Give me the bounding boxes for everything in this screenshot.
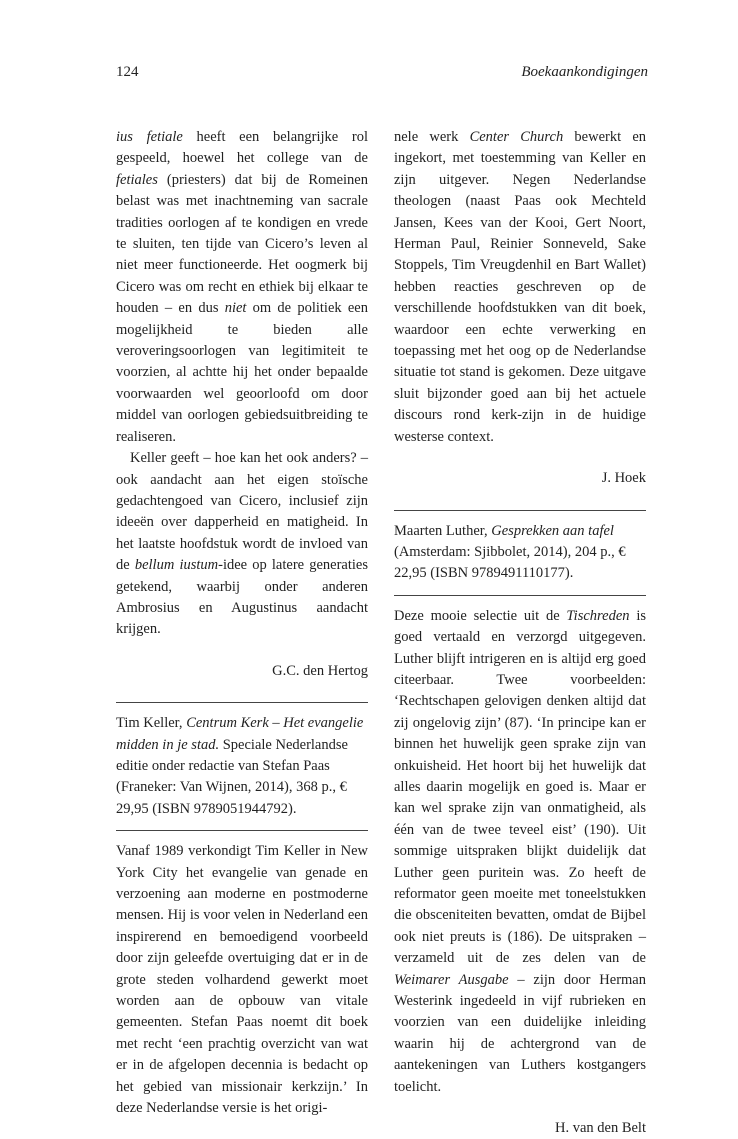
paragraph: Vanaf 1989 verkondigt Tim Keller in New York City het evangelie van genade en verzoening aan moderne en postmoderne mensen. Hij is voor velen in Nederland een inspirerend en bemoedigend voorbeeld door zijn geleefde overtuiging dat er in de grote steden volhardend gewerkt moet worden aan de opbouw van vitale gemeenten. Stefan Paas noemt dit boek met recht ‘een prachtig overzicht van wat er in de afgelopen decennia is bedacht op het gebied van missionair kerkzijn.’ In deze Nederlandse versie is het origi- <box>116 843 368 1117</box>
text-run: Keller geeft – hoe kan het ook anders? – ook aandacht aan het eigen stoïsche gedachtengoed van Cicero, inclusief zijn ideeën over dapperheid en matigheid. In het laatste hoofdstuk wordt de invloed van de <box>116 450 368 574</box>
text-run: -idee op latere generaties getekend, waarbij onder anderen Ambrosius en Augustinus aandacht krijgen. <box>116 557 368 638</box>
text-run: Maarten Luther, <box>394 522 492 539</box>
citation <box>394 521 646 585</box>
reviewer-signature: G.C. den Hertog <box>272 662 368 679</box>
text-run: nele werk <box>394 129 470 145</box>
book-title: Tischreden <box>566 607 630 624</box>
italic-term: fetiales <box>116 171 158 188</box>
page-number: 124 <box>116 64 139 80</box>
left-column <box>116 127 368 1119</box>
divider <box>394 595 646 596</box>
paragraph <box>116 127 368 448</box>
paragraph <box>394 127 646 448</box>
running-head: Boekaankondigingen <box>521 64 648 80</box>
text-run: – zijn door Herman Westerink ingedeeld in vijf rubrieken en voorzien van een duidelijke inleiding waarin hij de achtergrond van de aantekeningen van Luthers kostgangers toelicht. <box>394 971 646 1095</box>
paragraph <box>116 448 368 641</box>
book-title: Weimarer Ausgabe <box>394 971 509 988</box>
text-run: heeft een belangrijke rol gespeeld, hoewel het college van de <box>116 129 368 167</box>
text-run: (priesters) dat bij de Romeinen belast was met inachtneming van sacrale tradities oorlogen af te kondigen en vrede te sluiten, ten tijde van Cicero’s leven al niet meer functioneerde. Het oogmerk bij Cicero was om recht en ethiek bij elkaar te houden – en dus <box>116 171 368 317</box>
book-title: Gesprekken aan tafel <box>491 522 614 539</box>
text-run: om de politiek een mogelijkheid te bieden alle veroveringsoorlogen van legitimiteit te voorzien, al achtte hij het onder bepaalde voorwaarden wel geoorloofd om door middel van oorlogen gebiedsuitbreiding te realiseren. <box>116 300 368 445</box>
divider <box>116 830 368 831</box>
paragraph <box>394 606 646 1098</box>
book-title: Center Church <box>469 129 564 145</box>
divider <box>394 510 646 511</box>
text-run: Tim Keller, <box>116 715 187 732</box>
italic-term: ius fetiale <box>116 129 183 145</box>
citation <box>116 713 368 820</box>
reviewer-signature: H. van den Belt <box>554 1120 646 1137</box>
bibliographic-entry <box>116 713 368 820</box>
divider <box>116 702 368 703</box>
text-run: Deze mooie selectie uit de <box>394 607 567 624</box>
text-run: (Amsterdam: Sjibbolet, 2014), 204 p., € 22,95 (ISBN 9789491110177). <box>394 543 626 582</box>
reviewer-signature: J. Hoek <box>601 470 646 487</box>
book-title: Centrum Kerk – Het evangelie midden in je stad. <box>116 715 364 753</box>
text-run: bewerkt en ingekort, met toestemming van Keller en zijn uitgever. Negen Nederlandse theologen (naast Paas ook Mechteld Jansen, Kees van der Kooi, Gert Noort, Herman Paul, Reinier Sonneveld, Sake Stoppels, Tim Vreugdenhil en Bart Wallet) hebben reacties geschreven op de verschillende hoofdstukken van dit boek, waardoor een echte verwerking en toepassing met het oog op de Nederlandse situatie tot stand is gekomen. Deze uitgave sluit bijzonder goed aan bij het actuele discours rond kerk-zijn in de huidige westerse context. <box>394 129 647 445</box>
italic-term: niet <box>224 300 247 317</box>
italic-term: bellum iustum <box>134 557 219 574</box>
right-column <box>394 127 646 1139</box>
text-run: Speciale Nederlandse editie onder redactie van Stefan Paas (Franeker: Van Wijnen, 2014), 368 p., € 29,95 (ISBN 9789051944792). <box>116 736 348 817</box>
bibliographic-entry <box>394 521 646 585</box>
text-run: is goed vertaald en verzorgd uitgegeven. Luther blijft intrigeren en is altijd erg goed citeerbaar. Twee voorbeelden: ‘Rechtschapen gelovigen denken altijd dat zij ongelovig zijn’ (87). ‘In principe kan er binnen het huwelijk geen sprake zijn van onkuisheid. Het hoort bij het huwelijk dat alles daarin mogelijk en goed is. Maar er kan wel sprake zijn van onmatigheid, als één van de twee teveel eist’ (190). Uit sommige uitspraken blijkt duidelijk dat Luther geen puritein was. Zo heeft de reformator geen moeite met toneelstukken die obsceniteiten bevatten, omdat de Bijbel ook niet preuts is (186). De uitspraken – verzameld uit de zes delen van de <box>394 607 646 967</box>
